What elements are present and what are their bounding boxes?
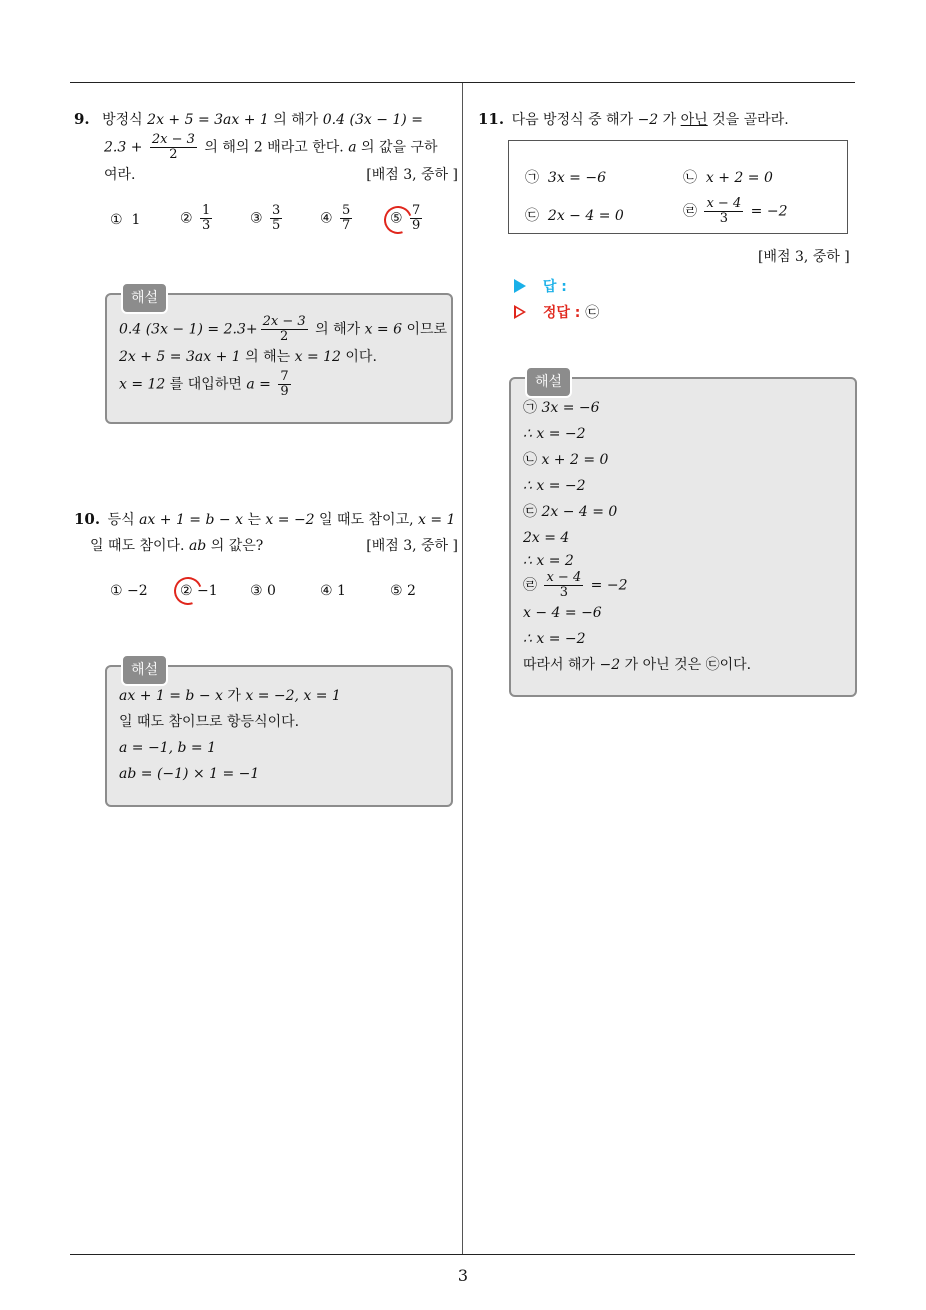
explanation-line: [523, 395, 843, 421]
frac-num: 7: [412, 203, 421, 218]
explanation-line: ab = (−1) × 1 = −1: [119, 766, 260, 782]
q11-equation: −2: [637, 112, 659, 128]
explanation-line: [119, 344, 439, 370]
q10-explanation: [105, 662, 453, 807]
expl-eq: x = 6: [364, 321, 403, 338]
choice-1[interactable]: [110, 583, 148, 599]
choice-value: −1: [197, 583, 218, 599]
explanation-tag: 해설: [121, 654, 168, 686]
explanation-line: 일 때도 참이므로 항등식이다.: [119, 714, 300, 730]
page-number: 3: [457, 1266, 469, 1285]
frac-den: 3: [719, 211, 728, 226]
expl-text: 따라서 해가: [523, 657, 596, 673]
expl-eq: a =: [246, 376, 271, 393]
answer-label: 답 :: [542, 279, 567, 295]
expl-text: ㉢이다.: [705, 657, 752, 673]
option-mark: ㉢: [523, 504, 537, 520]
option-mark: ㉣: [683, 203, 697, 220]
expl-eq: 3x = −6: [541, 400, 600, 416]
q9-explanation: [105, 290, 453, 424]
play-icon: [514, 279, 526, 293]
q9-text: 의 값을 구하: [361, 139, 438, 156]
frac-num: x − 4: [546, 570, 582, 585]
question-number: 11.: [478, 110, 505, 128]
choice-value: 2: [407, 583, 416, 599]
question-9-line-3: [104, 162, 458, 188]
frac-num: 5: [342, 203, 351, 218]
explanation-line: 2x = 4: [523, 530, 570, 546]
answer-row: [514, 276, 567, 296]
choice-2[interactable]: [180, 583, 218, 599]
choice-3[interactable]: [250, 204, 285, 233]
frac-num: 2x − 3: [262, 314, 306, 329]
q10-text: 일 때도 참이다.: [90, 538, 185, 554]
frac-num: 3: [272, 203, 281, 218]
expl-text: 를 대입하면: [169, 376, 242, 393]
q11-text: 가: [662, 112, 677, 128]
option-d: [683, 197, 788, 226]
frac-den: 7: [342, 218, 351, 233]
q11-explanation: [509, 374, 857, 697]
frac-den: 2: [169, 147, 178, 162]
explanation-line: [523, 571, 843, 600]
option-mark: ㉠: [523, 400, 537, 416]
choice-value: 1: [131, 212, 141, 228]
fraction: [278, 370, 290, 399]
choice-5[interactable]: [390, 583, 416, 599]
expl-eq: = −2: [590, 577, 628, 594]
option-c: [525, 205, 624, 225]
expl-eq: x + 2 = 0: [541, 452, 609, 468]
expl-eq: x = 12: [119, 376, 166, 393]
option-eq: = −2: [750, 203, 788, 220]
option-mark: ㉢: [525, 208, 539, 224]
q10-choices: [110, 583, 450, 609]
q10-text: 일 때도 참이고,: [319, 512, 414, 528]
bottom-rule: [70, 1254, 855, 1255]
explanation-line: ∴ x = 2: [523, 553, 574, 569]
explanation-line: ∴ x = −2: [523, 631, 586, 647]
explanation-line: [119, 314, 448, 344]
choice-2[interactable]: [180, 204, 215, 233]
underlined-word: 아닌: [680, 112, 708, 128]
fraction: [340, 204, 352, 233]
q9-equation: 2x + 5 = 3ax + 1: [147, 112, 269, 128]
fraction: [261, 315, 308, 344]
question-number: 9.: [74, 110, 90, 128]
choice-4[interactable]: [320, 583, 346, 599]
option-mark: ㉣: [523, 577, 537, 594]
q10-text: 는: [247, 512, 261, 528]
expl-text: 이다.: [345, 349, 377, 365]
question-9: [74, 106, 458, 188]
explanation-line: x − 4 = −6: [523, 605, 602, 621]
frac-den: 3: [559, 585, 568, 600]
q9-equation: 0.4 (3x − 1) =: [322, 112, 423, 128]
question-9-line-2: [104, 133, 458, 162]
option-a: [525, 167, 606, 187]
choice-value: 0: [267, 583, 276, 599]
q10-equation: x = −2: [265, 512, 315, 528]
correct-label: 정답 :: [542, 305, 581, 321]
expl-eq: −2: [599, 657, 621, 673]
play-outline-icon: [514, 305, 526, 319]
frac-num: 2x − 3: [151, 132, 195, 147]
q9-variable: a: [348, 139, 357, 156]
frac-num: 7: [280, 369, 289, 384]
explanation-line: a = −1, b = 1: [119, 740, 217, 756]
frac-den: 5: [272, 218, 281, 233]
choice-3[interactable]: [250, 583, 276, 599]
choice-value: 1: [337, 583, 346, 599]
question-10: [74, 506, 458, 559]
choice-value: −2: [127, 583, 148, 599]
explanation-tag: 해설: [121, 282, 168, 314]
choice-mark: ③: [250, 583, 263, 599]
question-10-line-2: [90, 533, 458, 559]
correct-answer-circle: [169, 572, 206, 609]
explanation-body: [511, 379, 855, 678]
choice-mark: ②: [180, 583, 193, 599]
q10-equation: ax + 1 = b − x: [139, 512, 243, 528]
frac-den: 3: [202, 218, 211, 233]
expl-eq: 2x + 5 = 3ax + 1: [119, 349, 241, 365]
explanation-line: [523, 499, 843, 525]
option-mark: ㉠: [525, 170, 539, 186]
fraction: [270, 204, 282, 233]
option-eq: x + 2 = 0: [705, 170, 773, 186]
choice-4[interactable]: [320, 204, 355, 233]
expl-text: 의 해가: [315, 321, 361, 338]
frac-den: 9: [280, 384, 289, 399]
q11-text: 것을 골라라.: [712, 112, 789, 128]
q9-text: 방정식: [102, 112, 143, 128]
q9-choices: [110, 204, 450, 244]
option-mark: ㉡: [523, 452, 537, 468]
expl-eq: 0.4 (3x − 1) = 2.3+: [119, 321, 258, 338]
option-eq: 3x = −6: [547, 170, 606, 186]
question-11: [478, 106, 858, 133]
q9-equation: 2.3 +: [104, 139, 143, 156]
expl-eq: 2x − 4 = 0: [541, 504, 618, 520]
expl-text: 가: [227, 688, 241, 704]
fraction: [704, 197, 743, 226]
fraction: [544, 571, 583, 600]
q10-text: 등식: [107, 512, 135, 528]
choice-mark: ⑤: [390, 583, 403, 599]
option-mark: ㉡: [683, 170, 697, 186]
choice-mark: ⑤: [390, 210, 403, 227]
q11-text: 다음 방정식 중 해가: [511, 112, 634, 128]
explanation-line: [523, 447, 843, 473]
choice-5[interactable]: [390, 204, 425, 233]
q9-text: 의 해가: [273, 112, 319, 128]
expl-text: 이므로: [406, 321, 448, 338]
fraction: [150, 133, 197, 162]
expl-eq: ax + 1 = b − x: [119, 688, 223, 704]
score-label: [배점 3, 중하 ]: [366, 538, 458, 554]
expl-eq: x = −2, x = 1: [245, 688, 341, 704]
frac-num: x − 4: [706, 196, 742, 211]
q10-text: 의 값은?: [210, 538, 264, 554]
frac-den: 9: [412, 218, 421, 233]
q11-options-box: [508, 140, 848, 234]
option-b: [683, 167, 773, 187]
option-eq: 2x − 4 = 0: [547, 208, 624, 224]
choice-mark: ④: [320, 583, 333, 599]
explanation-line: ∴ x = −2: [523, 478, 586, 494]
score-label: [배점 3, 중하 ]: [366, 167, 458, 183]
explanation-line: ∴ x = −2: [523, 426, 586, 442]
q11-score: [배점 3, 중하 ]: [758, 249, 850, 265]
choice-mark: ①: [110, 583, 123, 599]
expl-text: 가 아닌 것은: [624, 657, 702, 673]
q10-variable: ab: [188, 538, 207, 554]
explanation-line: [523, 652, 843, 678]
question-10-line-1: [74, 506, 458, 533]
correct-value: ㉢: [585, 305, 600, 321]
explanation-line: [119, 683, 439, 709]
question-number: 10.: [74, 510, 101, 528]
choice-mark: ③: [250, 210, 263, 227]
explanation-tag: 해설: [525, 366, 572, 398]
expl-eq: x = 12: [294, 349, 341, 365]
choice-mark: ①: [110, 212, 123, 228]
question-9-line-1: [74, 106, 458, 133]
explanation-line: [119, 370, 439, 399]
fraction: [200, 204, 212, 233]
choice-1[interactable]: [110, 212, 140, 228]
choice-mark: ②: [180, 210, 193, 227]
frac-num: 1: [202, 203, 211, 218]
q10-equation: x = 1: [418, 512, 456, 528]
q9-text: 여라.: [104, 167, 136, 183]
choice-mark: ④: [320, 210, 333, 227]
column-divider: [462, 83, 463, 1255]
correct-answer-row: [514, 302, 599, 322]
frac-den: 2: [279, 329, 289, 344]
expl-text: 의 해는: [245, 349, 291, 365]
q9-text: 의 해의 2 배라고 한다.: [204, 139, 344, 156]
